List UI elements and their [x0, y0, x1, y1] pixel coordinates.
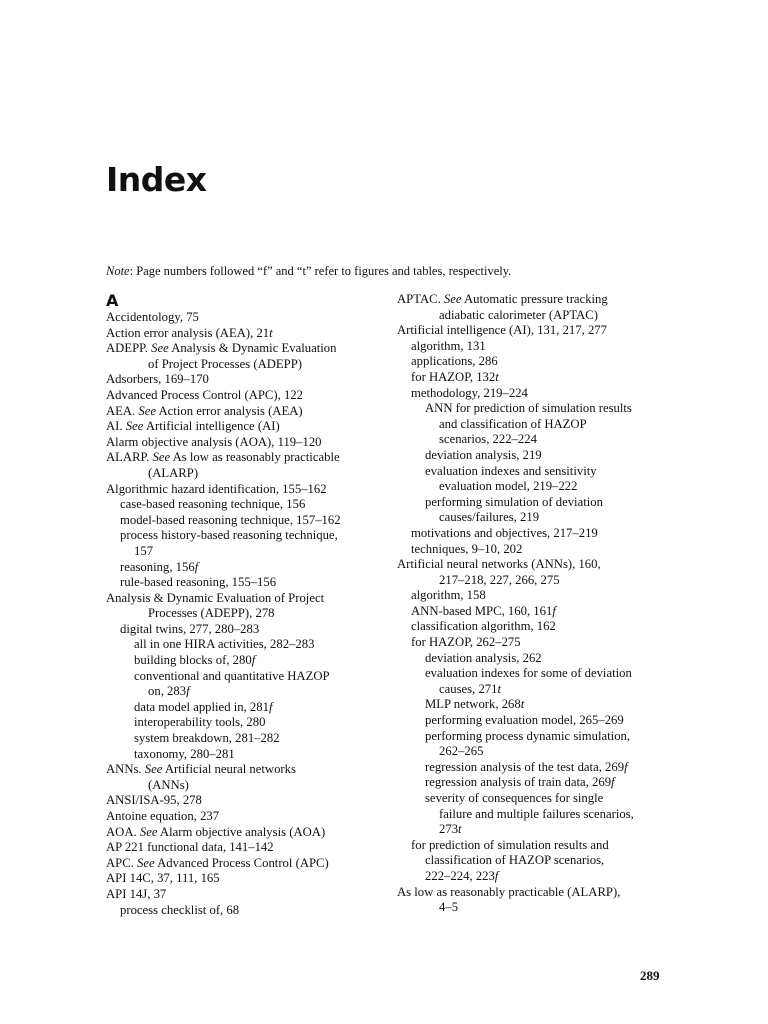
index-entry: [397, 760, 665, 776]
index-entry-continuation: 157: [134, 543, 154, 558]
index-entry: [106, 419, 381, 435]
index-entry-text: classification algorithm, 162: [411, 619, 556, 634]
index-entry: [106, 622, 381, 638]
index-entry-text: APTAC. See Automatic pressure tracking: [397, 292, 608, 306]
index-entry: [106, 513, 381, 529]
index-entry-text: deviation analysis, 262: [425, 650, 542, 665]
index-entry: [397, 775, 665, 791]
index-entry: [106, 871, 381, 887]
index-entry-continuation: Processes (ADEPP), 278: [148, 606, 275, 621]
index-entry: [106, 637, 381, 653]
index-entry-text: performing evaluation model, 265–269: [425, 713, 624, 728]
index-entry-text: model-based reasoning technique, 157–162: [120, 512, 341, 527]
index-entry-text: regression analysis of train data, 269f: [425, 775, 615, 790]
index-entry-continuation: (ANNs): [148, 777, 189, 792]
index-entry: [106, 372, 381, 388]
index-entry-text: API 14C, 37, 111, 165: [106, 871, 220, 886]
index-entry: [397, 651, 665, 667]
index-entry-continuation: failure and multiple failures scenarios,: [439, 806, 634, 821]
index-entry: [397, 386, 665, 402]
index-entry: [106, 528, 381, 559]
index-entry-text: AP 221 functional data, 141–142: [106, 840, 274, 855]
index-entry-text: APC. See Advanced Process Control (APC): [106, 855, 329, 870]
section-letter: A: [106, 291, 119, 310]
index-entry-text: Artificial neural networks (ANNs), 160,: [397, 557, 601, 572]
index-entry: [106, 326, 381, 342]
index-entry-text: interoperability tools, 280: [134, 715, 266, 730]
index-entry-continuation: 262–265: [439, 744, 484, 759]
index-entry-continuation: (ALARP): [148, 465, 199, 480]
index-entry-text: techniques, 9–10, 202: [411, 541, 523, 556]
index-entry: [106, 731, 381, 747]
index-entry: [397, 666, 665, 697]
index-entry: [397, 619, 665, 635]
index-entry: [106, 653, 381, 669]
index-entry: [397, 542, 665, 558]
index-note: [106, 264, 511, 279]
index-entry: [106, 450, 381, 481]
index-entry-text: ANN for prediction of simulation results: [425, 401, 632, 416]
index-entry: [106, 560, 381, 576]
index-entry: [397, 791, 665, 838]
index-column-right: [397, 292, 665, 916]
index-entry-text: performing process dynamic simulation,: [425, 728, 631, 743]
index-entry-text: ADEPP. See Analysis & Dynamic Evaluation: [106, 341, 337, 356]
index-entry-text: rule-based reasoning, 155–156: [120, 575, 277, 590]
index-entry-text: ANSI/ISA-95, 278: [106, 793, 202, 808]
index-entry-text: AI. See Artificial intelligence (AI): [106, 419, 280, 434]
index-entry-text: all in one HIRA activities, 282–283: [134, 637, 315, 652]
index-entry: [106, 497, 381, 513]
index-entry-text: ANNs. See Artificial neural networks: [106, 762, 296, 777]
index-entry: [106, 404, 381, 420]
index-entry: [106, 310, 381, 326]
index-entry-continuation: on, 283f: [148, 684, 190, 699]
index-entry-text: building blocks of, 280f: [134, 653, 256, 668]
index-entry-text: Algorithmic hazard identification, 155–162: [106, 481, 327, 496]
index-entry-text: conventional and quantitative HAZOP: [134, 668, 330, 683]
index-entry: [106, 435, 381, 451]
index-entry-text: digital twins, 277, 280–283: [120, 621, 260, 636]
index-entry: [397, 588, 665, 604]
index-entry-continuation: evaluation model, 219–222: [439, 479, 578, 494]
index-entry: [397, 448, 665, 464]
index-entry-text: ALARP. See As low as reasonably practicable: [106, 450, 340, 465]
page-title: Index: [106, 160, 207, 199]
index-entry: [106, 793, 381, 809]
index-entry: [106, 825, 381, 841]
index-entry: [106, 482, 381, 498]
index-entry: [397, 885, 665, 916]
index-entry-text: evaluation indexes and sensitivity: [425, 463, 597, 478]
index-entry: [397, 323, 665, 339]
index-entry-continuation: classification of HAZOP scenarios,: [425, 853, 605, 868]
index-entry: [106, 591, 381, 622]
index-entry-text: methodology, 219–224: [411, 385, 528, 400]
index-entry: [106, 887, 381, 903]
index-entry-continuation: 217–218, 227, 266, 275: [439, 572, 560, 587]
index-entry: [397, 838, 665, 885]
index-column-left: [106, 292, 381, 918]
index-entry-text: for HAZOP, 262–275: [411, 635, 521, 650]
index-entry-continuation: causes/failures, 219: [439, 510, 540, 525]
index-entry-text: MLP network, 268t: [425, 697, 525, 712]
index-entry: [397, 495, 665, 526]
index-entry-text: Action error analysis (AEA), 21t: [106, 325, 273, 340]
index-entry: [106, 388, 381, 404]
index-entry-text: motivations and objectives, 217–219: [411, 525, 598, 540]
index-entry-text: algorithm, 131: [411, 338, 486, 353]
index-entry-text: reasoning, 156f: [120, 559, 199, 574]
index-entry: [397, 401, 665, 448]
index-entry-text: Alarm objective analysis (AOA), 119–120: [106, 434, 322, 449]
index-entry-text: ANN-based MPC, 160, 161f: [411, 603, 556, 618]
index-entry-text: AOA. See Alarm objective analysis (AOA): [106, 824, 326, 839]
index-entry-text: deviation analysis, 219: [425, 447, 542, 462]
index-entry: [106, 809, 381, 825]
index-entry: [397, 557, 665, 588]
index-entry: [397, 713, 665, 729]
index-entry-text: evaluation indexes for some of deviation: [425, 666, 632, 681]
index-entry: [397, 464, 665, 495]
index-entry-text: system breakdown, 281–282: [134, 731, 280, 746]
index-entry: [106, 700, 381, 716]
index-entry-text: Analysis & Dynamic Evaluation of Project: [106, 590, 325, 605]
index-entry-text: regression analysis of the test data, 269f: [425, 759, 628, 774]
index-entry-continuation: causes, 271t: [439, 681, 502, 696]
index-entry: [106, 903, 381, 919]
index-entry-continuation: and classification of HAZOP: [439, 416, 587, 431]
index-entry: [106, 341, 381, 372]
index-entry: [106, 856, 381, 872]
index-entry-text: algorithm, 158: [411, 588, 486, 603]
index-entry-continuation: 222–224, 223f: [425, 868, 499, 883]
index-entry-text: Adsorbers, 169–170: [106, 372, 209, 387]
index-entry: [397, 292, 665, 323]
index-entry-text: Advanced Process Control (APC), 122: [106, 387, 303, 402]
index-entry-text: Artificial intelligence (AI), 131, 217, 277: [397, 323, 607, 338]
index-entry-continuation: of Project Processes (ADEPP): [148, 356, 302, 371]
index-entry: [397, 697, 665, 713]
index-entry-text: Antoine equation, 237: [106, 809, 220, 823]
index-entry-text: As low as reasonably practicable (ALARP),: [397, 884, 621, 899]
index-entry-text: severity of consequences for single: [425, 791, 604, 805]
index-entry: [106, 575, 381, 591]
index-entry: [397, 354, 665, 370]
index-entry: [106, 715, 381, 731]
note-label: Note: [106, 264, 130, 278]
index-entry-continuation: scenarios, 222–224: [439, 432, 537, 447]
index-entry-text: process history-based reasoning technique,: [120, 528, 338, 543]
index-entry: [106, 840, 381, 856]
page-number: 289: [640, 968, 660, 983]
index-entry: [397, 729, 665, 760]
note-text: : Page numbers followed “f” and “t” refer to figures and tables, respectively.: [129, 264, 512, 278]
index-entry-text: for prediction of simulation results and: [411, 837, 609, 852]
index-entry: [106, 762, 381, 793]
index-entry-text: API 14J, 37: [106, 886, 167, 901]
index-entry-text: for HAZOP, 132t: [411, 369, 499, 384]
index-entry: [397, 526, 665, 542]
index-entry-continuation: 273t: [439, 822, 462, 837]
index-entry: [106, 747, 381, 763]
index-entry-text: performing simulation of deviation: [425, 494, 603, 509]
index-entry-text: Accidentology, 75: [106, 310, 199, 324]
index-entry: [397, 339, 665, 355]
index-entry: [397, 604, 665, 620]
index-entry-text: applications, 286: [411, 354, 498, 369]
index-entry-text: case-based reasoning technique, 156: [120, 497, 306, 512]
index-entry-continuation: 4–5: [439, 900, 459, 915]
index-entry-text: taxonomy, 280–281: [134, 746, 235, 761]
index-entry-text: AEA. See Action error analysis (AEA): [106, 403, 303, 418]
index-entry-text: data model applied in, 281f: [134, 699, 273, 714]
index-entry: [397, 635, 665, 651]
index-entry: [397, 370, 665, 386]
index-entry-continuation: adiabatic calorimeter (APTAC): [439, 307, 598, 322]
index-entry: [106, 669, 381, 700]
index-entry-text: process checklist of, 68: [120, 902, 240, 917]
